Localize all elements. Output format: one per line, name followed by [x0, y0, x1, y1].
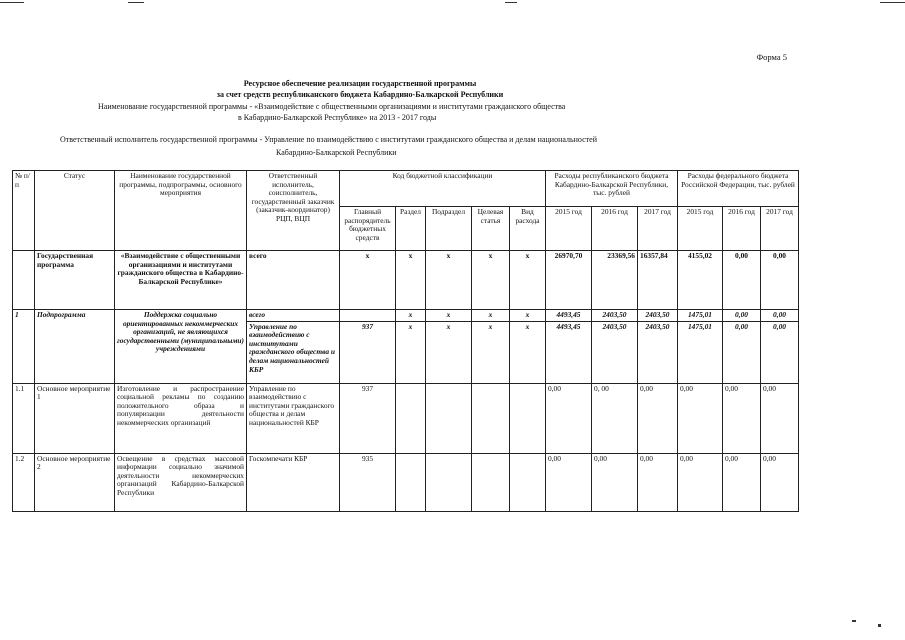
table-row — [13, 453, 799, 511]
cell-grbs — [340, 310, 396, 322]
cell-rep-2017: 16357,84 — [638, 251, 678, 310]
scan-mark — [128, 2, 144, 3]
cell-status: Основное мероприятие 1 — [35, 383, 115, 453]
cell-podrazdel: х — [426, 321, 472, 383]
header-budget-code: Код бюджетной классификации — [340, 171, 546, 207]
program-name-line-1: Наименование государственной программы - «Взаимодействие с общественными организациями и институтами гражданского общества — [98, 102, 566, 111]
cell-vid: х — [510, 321, 546, 383]
header-rep-2015: 2015 год — [546, 207, 592, 251]
cell-name: «Взаимодействие с общественными организациями и институтами гражданского общества в Кабардино-Балкарской Республике» — [115, 251, 247, 310]
program-name-line-2: в Кабардино-Балкарской Республике» на 2013 - 2017 годы — [238, 113, 437, 122]
header-fed-2016: 2016 год — [723, 207, 761, 251]
cell-rep-2015: 4493,45 — [546, 310, 592, 322]
cell-target: х — [472, 251, 510, 310]
cell-fed-2015: 0,00 — [678, 453, 723, 511]
scan-mark — [852, 620, 856, 622]
cell-rep-2015: 0,00 — [546, 383, 592, 453]
cell-rep-2016: 23369,56 — [592, 251, 638, 310]
cell-fed-2015: 1475,01 — [678, 321, 723, 383]
header-fed-2015: 2015 год — [678, 207, 723, 251]
cell-target: х — [472, 321, 510, 383]
cell-podrazdel: х — [426, 251, 472, 310]
cell-fed-2015: 4155,02 — [678, 251, 723, 310]
cell-fed-2017: 0,00 — [761, 453, 799, 511]
cell-rep-2016: 0,00 — [592, 453, 638, 511]
cell-vid: х — [510, 251, 546, 310]
document-title — [0, 78, 720, 100]
cell-razdel: х — [396, 310, 426, 322]
cell-rep-2015: 4493,45 — [546, 321, 592, 383]
cell-fed-2017: 0,00 — [761, 310, 799, 322]
header-vid: Вид расхода — [510, 207, 546, 251]
cell-rep-2016: 2403,50 — [592, 310, 638, 322]
cell-podrazdel — [426, 453, 472, 511]
cell-num — [13, 251, 35, 310]
title-line-2: за счет средств республиканского бюджета Кабардино-Балкарской Республики — [216, 90, 504, 99]
cell-executor: всего — [247, 251, 340, 310]
header-republic-expenses: Расходы республиканского бюджета Кабардино-Балкарской Республики, тыс. рублей — [546, 171, 678, 207]
header-fed-2017: 2017 год — [761, 207, 799, 251]
cell-fed-2017: 0,00 — [761, 321, 799, 383]
cell-fed-2015: 0,00 — [678, 383, 723, 453]
cell-grbs: 937 — [340, 321, 396, 383]
cell-target: х — [472, 310, 510, 322]
scan-mark — [0, 2, 24, 3]
scan-mark — [505, 2, 517, 3]
cell-razdel — [396, 383, 426, 453]
cell-rep-2017: 0,00 — [638, 383, 678, 453]
cell-status: Подпрограмма — [35, 310, 115, 384]
header-rep-2016: 2016 год — [592, 207, 638, 251]
cell-vid: х — [510, 310, 546, 322]
table-row — [13, 310, 799, 322]
cell-grbs: 937 — [340, 383, 396, 453]
header-name: Наименование государственной программы, подпрограммы, основного мероприятия — [115, 171, 247, 251]
cell-fed-2016: 0,00 — [723, 453, 761, 511]
cell-rep-2016: 0, 00 — [592, 383, 638, 453]
table-row — [13, 383, 799, 453]
table-row — [13, 251, 799, 310]
cell-vid — [510, 383, 546, 453]
cell-executor: Управление по взаимодействию с институтами гражданского общества и делам национальностей КБР — [247, 383, 340, 453]
cell-fed-2016: 0,00 — [723, 310, 761, 322]
executor-line-2: Кабардино-Балкарской Республики — [276, 148, 397, 157]
header-podrazdel: Подраздел — [426, 207, 472, 251]
title-line-1: Ресурсное обеспечение реализации государственной программы — [243, 79, 477, 88]
cell-grbs: х — [340, 251, 396, 310]
cell-rep-2017: 2403,50 — [638, 321, 678, 383]
scan-mark — [880, 2, 905, 3]
executor-line-1: Ответственный исполнитель государственной программы - Управление по взаимодействию с институтами гражданского общества и делам национальностей — [60, 135, 597, 144]
cell-name: Изготовление и распространение социальной рекламы по созданию положительного образа и популяризации деятельности некоммерческих организаций — [115, 383, 247, 453]
cell-status: Основное мероприятие 2 — [35, 453, 115, 511]
cell-num: 1.2 — [13, 453, 35, 511]
cell-rep-2017: 2403,50 — [638, 310, 678, 322]
cell-vid — [510, 453, 546, 511]
header-grbs: Главный распорядитель бюджетных средств — [340, 207, 396, 251]
cell-razdel: х — [396, 321, 426, 383]
cell-name: Освещение в средствах массовой информации социально значимой деятельности некоммерческих организаций Кабардино-Балкарской Республики — [115, 453, 247, 511]
cell-fed-2016: 0,00 — [723, 251, 761, 310]
cell-rep-2016: 2403,50 — [592, 321, 638, 383]
cell-num: 1.1 — [13, 383, 35, 453]
cell-rep-2017: 0,00 — [638, 453, 678, 511]
resource-table — [12, 170, 799, 512]
cell-target — [472, 453, 510, 511]
cell-target — [472, 383, 510, 453]
cell-razdel — [396, 453, 426, 511]
cell-podrazdel — [426, 383, 472, 453]
cell-razdel: х — [396, 251, 426, 310]
cell-num: 1 — [13, 310, 35, 384]
cell-executor: всего — [247, 310, 340, 322]
cell-fed-2016: 0,00 — [723, 321, 761, 383]
cell-fed-2017: 0,00 — [761, 383, 799, 453]
cell-grbs: 935 — [340, 453, 396, 511]
header-razdel: Раздел — [396, 207, 426, 251]
header-target: Целевая статья — [472, 207, 510, 251]
cell-name: Поддержка социально ориентированных некоммерческих организаций, не являющихся государственными (муниципальными) учреждениями — [115, 310, 247, 384]
header-executor: Ответственный исполнитель, соисполнитель, государственный заказчик (заказчик-координатор) РЦП, ВЦП — [247, 171, 340, 251]
cell-fed-2015: 1475,01 — [678, 310, 723, 322]
header-status: Статус — [35, 171, 115, 251]
cell-fed-2016: 0,00 — [723, 383, 761, 453]
form-label: Форма 5 — [756, 52, 787, 62]
cell-executor: Госкомпечати КБР — [247, 453, 340, 511]
cell-status: Государственная программа — [35, 251, 115, 310]
scan-mark — [878, 624, 881, 627]
table-header-row — [13, 171, 799, 207]
cell-fed-2017: 0,00 — [761, 251, 799, 310]
cell-executor: Управление по взаимодействию с институтами гражданского общества и делам национальностей КБР — [247, 321, 340, 383]
header-federal-expenses: Расходы федерального бюджета Российской Федерации, тыс. рублей — [678, 171, 799, 207]
cell-rep-2015: 0,00 — [546, 453, 592, 511]
cell-podrazdel: х — [426, 310, 472, 322]
cell-rep-2015: 26970,70 — [546, 251, 592, 310]
header-rep-2017: 2017 год — [638, 207, 678, 251]
header-num: № п/п — [13, 171, 35, 251]
